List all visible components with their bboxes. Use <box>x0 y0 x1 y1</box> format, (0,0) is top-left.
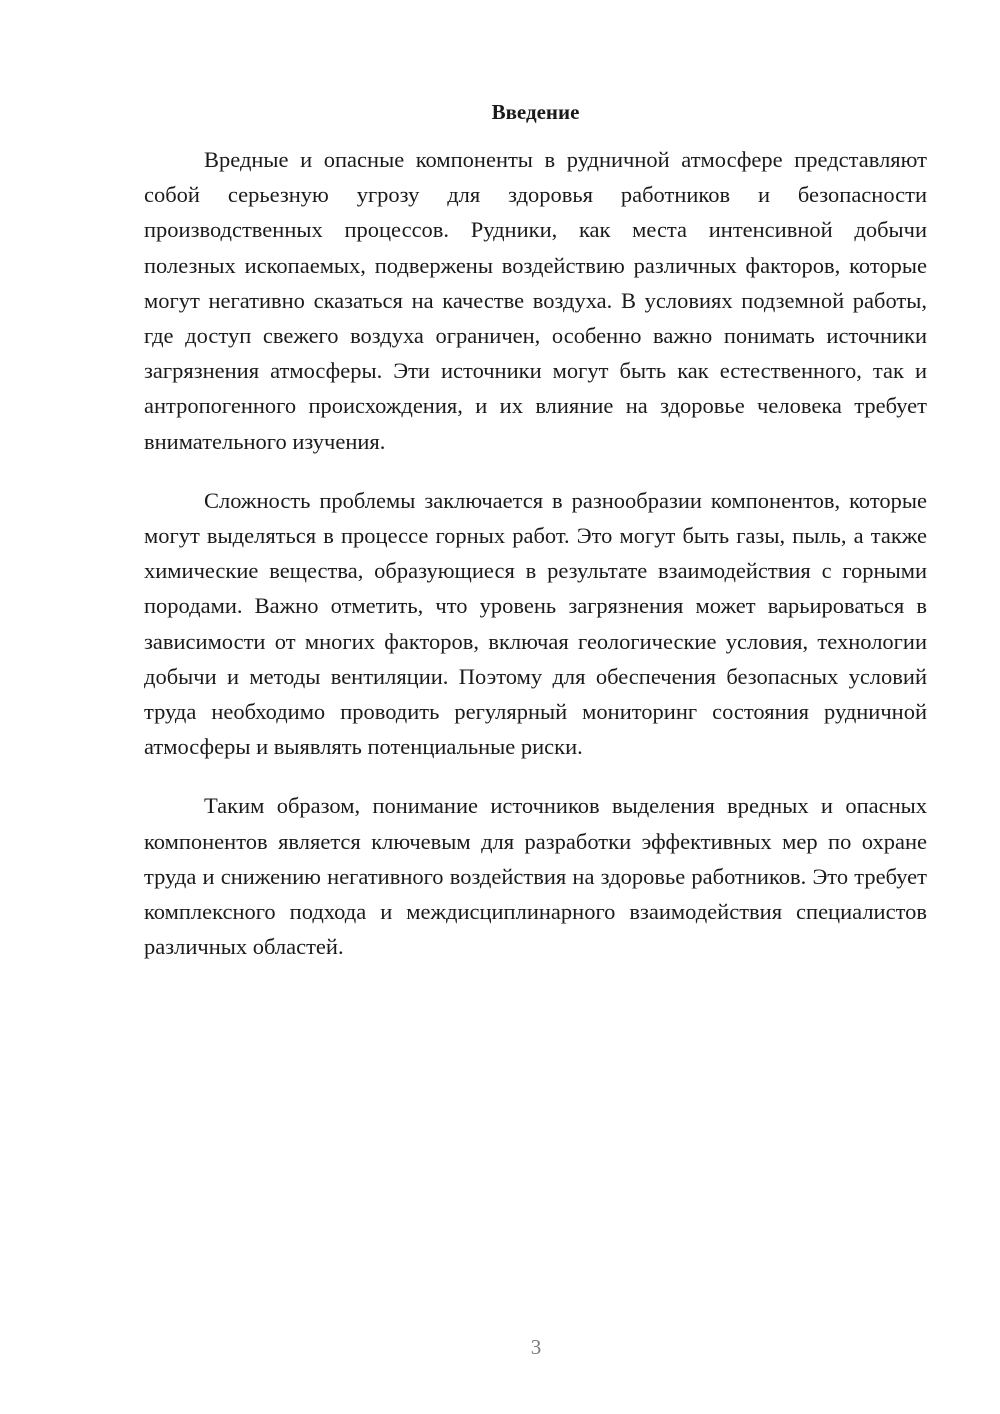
paragraph-2: Сложность проблемы заключается в разнообразии компонентов, которые могут выделяться в процессе горных работ. Это могут быть газы, пыль, а также химические вещества, образующиеся в результате взаимодействия с горными породами. Важно отметить, что уровень загрязнения может варьироваться в зависимости от многих факторов, включая геологические условия, технологии добычи и методы вентиляции. Поэтому для обеспечения безопасных условий труда необходимо проводить регулярный мониторинг состояния рудничной атмосферы и выявлять потенциальные риски. <box>144 487 927 760</box>
section-heading: Введение <box>491 100 580 124</box>
paragraph-3: Таким образом, понимание источников выделения вредных и опасных компонентов является ключевым для разработки эффективных мер по охране труда и снижению негативного воздействия на здоровье работников. Это требует комплексного подхода и междисциплинарного взаимодействия специалистов различных областей. <box>144 793 927 960</box>
page-number: 3 <box>530 1335 542 1359</box>
paragraph-1: Вредные и опасные компоненты в рудничной атмосфере представляют собой серьезную угрозу для здоровья работников и безопасности производственных процессов. Рудники, как места интенсивной добычи полезных ископаемых, подвержены воздействию различных факторов, которые могут негативно сказаться на качестве воздуха. В условиях подземной работы, где доступ свежего воздуха ограничен, особенно важно понимать источники загрязнения атмосферы. Эти источники могут быть как естественного, так и антропогенного происхождения, и их влияние на здоровье человека требует внимательного изучения. <box>144 147 927 454</box>
body-text <box>144 142 927 988</box>
